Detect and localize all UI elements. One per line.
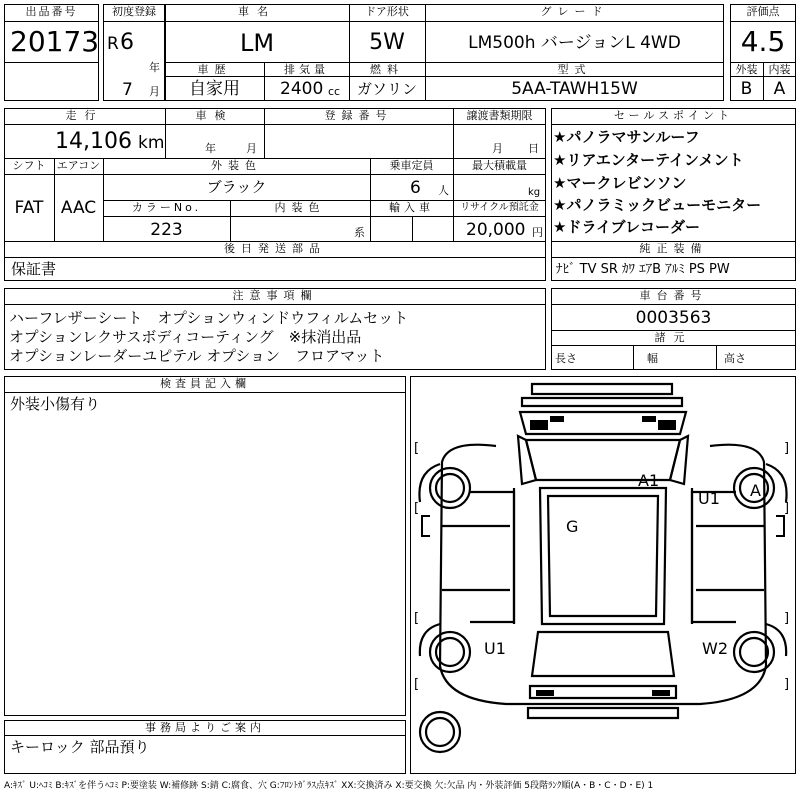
inspection-year-unit: 年 bbox=[205, 142, 216, 155]
later-parts-label: 後日発送部品 bbox=[224, 242, 326, 255]
inspection-month-unit: 月 bbox=[246, 142, 257, 155]
history-label: 車歴 bbox=[197, 63, 232, 76]
car-name: LM bbox=[239, 29, 275, 57]
car-name-label: 車名 bbox=[238, 5, 276, 18]
sales-point-1: ★パノラマサンルーフ bbox=[553, 128, 700, 146]
damage-mark-g: G bbox=[566, 517, 579, 536]
displacement-unit: cc bbox=[328, 85, 341, 98]
note-line-2: オプションレクサスボディコーティング ※抹消出品 bbox=[9, 328, 362, 346]
damage-mark-a1: A1 bbox=[638, 471, 660, 490]
reg-month-unit: 月 bbox=[149, 85, 160, 98]
ext-grade: B bbox=[740, 79, 753, 99]
displacement-label: 排気量 bbox=[284, 63, 329, 76]
inspector-note: 外装小傷有り bbox=[10, 395, 101, 413]
damage-mark-u1-front: U1 bbox=[698, 489, 720, 508]
svg-text:]: ] bbox=[784, 677, 790, 692]
shift-label: シフト bbox=[12, 159, 46, 172]
sales-point-4: ★パノラミックビューモニター bbox=[553, 196, 762, 214]
transfer-month-unit: 月 bbox=[492, 142, 503, 155]
equipment-label: 純正装備 bbox=[639, 242, 708, 255]
recycle-amount: 20,000 bbox=[466, 220, 526, 240]
chassis-number: 0003563 bbox=[635, 308, 712, 328]
int-color-label: 内装色 bbox=[274, 201, 326, 214]
score: 4.5 bbox=[740, 25, 786, 58]
recycle-unit: 円 bbox=[532, 226, 543, 239]
transfer-day-unit: 日 bbox=[528, 142, 539, 155]
damage-mark-w2: W2 bbox=[702, 639, 728, 658]
door-label: ドア形状 bbox=[365, 5, 409, 18]
fuel: ガソリン bbox=[356, 80, 417, 98]
legend: A:ｷｽﾞ U:ﾍｺﾐ B:ｷｽﾞを伴うﾍｺﾐ P:要塗装 W:補修跡 S:錆 C:腐食、穴 G:ﾌﾛﾝﾄｶﾞﾗｽ点ｷｽﾞ XX:交換済み X:要交換 欠:欠品 内・外装評価 5段階ﾗﾝｸ順(A・B・C・D・E) 1 bbox=[4, 781, 654, 791]
capacity-unit: 人 bbox=[438, 184, 449, 197]
color-no: 223 bbox=[150, 220, 183, 240]
reg-year-unit: 年 bbox=[149, 61, 160, 74]
sales-point-2: ★リアエンターテインメント bbox=[553, 151, 744, 169]
car-damage-diagram bbox=[410, 376, 796, 774]
capacity-label: 乗車定員 bbox=[389, 159, 434, 172]
height-label: 高さ bbox=[724, 352, 746, 365]
max-load-label: 最大積載量 bbox=[472, 159, 527, 172]
svg-text:[: [ bbox=[414, 677, 420, 692]
int-grade: A bbox=[773, 79, 786, 99]
ext-grade-label: 外装 bbox=[735, 63, 758, 76]
note-line-3: オプションレーダーユピテル オプション フロアマット bbox=[9, 347, 385, 365]
first-reg-label: 初度登録 bbox=[112, 5, 156, 18]
office-note: キーロック 部品預り bbox=[10, 738, 150, 756]
svg-text:[: [ bbox=[414, 441, 420, 456]
model-label: 型式 bbox=[557, 63, 592, 76]
ac-label: エアコン bbox=[56, 159, 101, 172]
mileage-label: 走行 bbox=[65, 109, 104, 122]
recycle-label: リサイクル預託金 bbox=[460, 202, 539, 213]
office-label: 事務局よりご案内 bbox=[145, 721, 265, 734]
later-parts: 保証書 bbox=[11, 260, 57, 278]
inspector-box bbox=[4, 376, 406, 716]
length-label: 長さ bbox=[555, 352, 577, 365]
lot-label: 出品番号 bbox=[25, 5, 78, 18]
note-line-1: ハーフレザーシート オプションウィンドウフィルムセット bbox=[9, 309, 409, 327]
door-type: 5W bbox=[369, 30, 405, 55]
color-no-label: カラーNo. bbox=[131, 201, 202, 214]
model-code: 5AA-TAWH15W bbox=[511, 79, 638, 99]
import-label: 輸入車 bbox=[389, 201, 434, 214]
damage-mark-a-wheel: A bbox=[750, 481, 761, 500]
spec-label: 諸元 bbox=[654, 331, 693, 344]
sales-point-3: ★マークレビンソン bbox=[553, 174, 687, 192]
max-load-unit: kg bbox=[528, 187, 541, 198]
shift-value: FAT bbox=[14, 198, 44, 218]
reg-month: 7 bbox=[122, 80, 133, 100]
equipment: ﾅﾋﾞ TV SR ｶﾜ ｴｱB ｱﾙﾐ PS PW bbox=[556, 262, 730, 277]
history: 自家用 bbox=[189, 79, 240, 99]
width-label: 幅 bbox=[647, 352, 658, 365]
capacity: 6 bbox=[410, 178, 421, 198]
svg-text:[: [ bbox=[414, 501, 420, 516]
int-grade-label: 内装 bbox=[768, 63, 791, 76]
int-color-unit: 系 bbox=[354, 226, 365, 239]
svg-text:]: ] bbox=[784, 611, 790, 626]
notes-label: 注意事項欄 bbox=[232, 289, 318, 302]
svg-text:]: ] bbox=[784, 441, 790, 456]
score-label: 評価点 bbox=[746, 5, 780, 18]
fuel-label: 燃料 bbox=[370, 63, 404, 76]
lot-number: 20173 bbox=[10, 25, 100, 58]
ac-value: AAC bbox=[60, 198, 97, 218]
ext-color: ブラック bbox=[206, 178, 267, 196]
transfer-label: 譲渡書類期限 bbox=[466, 109, 533, 122]
inspector-label: 検査員記入欄 bbox=[160, 377, 250, 390]
reg-number-label: 登録番号 bbox=[324, 109, 393, 122]
reg-year: 6 bbox=[120, 30, 134, 55]
grade: LM500h バージョンL 4WD bbox=[468, 33, 681, 53]
grade-label: グレード bbox=[540, 5, 609, 18]
sales-points-label: セールスポイント bbox=[613, 109, 733, 122]
mileage: 14,106 bbox=[55, 129, 132, 154]
chassis-label: 車台番号 bbox=[639, 289, 708, 302]
mileage-unit: km bbox=[138, 133, 165, 153]
damage-mark-u1-rear: U1 bbox=[484, 639, 506, 658]
inspection-label: 車検 bbox=[195, 109, 234, 122]
era-letter: R bbox=[107, 34, 119, 54]
svg-text:[: [ bbox=[414, 611, 420, 626]
ext-color-label: 外装色 bbox=[211, 159, 262, 172]
sales-point-5: ★ドライブレコーダー bbox=[553, 218, 700, 236]
displacement: 2400 bbox=[280, 79, 324, 99]
svg-text:]: ] bbox=[784, 501, 790, 516]
